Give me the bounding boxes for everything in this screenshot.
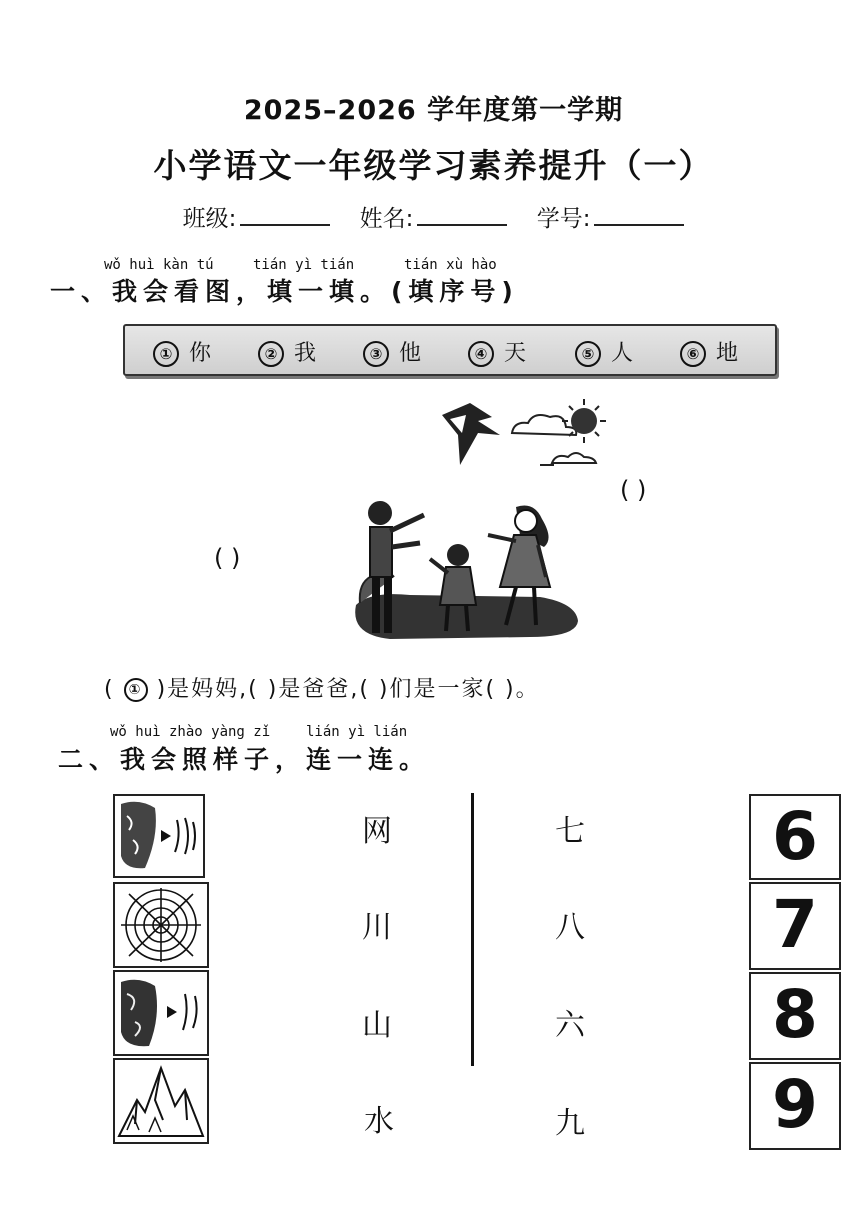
number-6: 6 [772,798,818,875]
small-cloud-icon [540,453,596,465]
sun-icon [562,399,606,443]
year-line: 2025–2026 学年度第一学期 [243,95,624,126]
id-label: 学号: [536,206,591,232]
right-char-1[interactable]: 七 [555,814,585,849]
pinyin-3: tián xù hào [404,257,497,273]
family-illustration [350,495,582,645]
left-char-2[interactable]: 川 [362,910,392,945]
number-box-3[interactable] [749,972,841,1060]
fill-in-sentence: ( ① )是妈妈,( )是爸爸,( )们是一家( )。 [104,677,540,702]
picture-box-4[interactable] [113,1058,209,1144]
choice-box [123,324,777,376]
choice-2: ② 我 [258,336,316,367]
sky-answer-paren[interactable]: ( ) [620,476,647,504]
picture-box-2[interactable] [113,882,209,968]
water-picture-icon [115,796,203,876]
left-char-1[interactable]: 网 [362,814,392,849]
class-label: 班级: [182,206,237,232]
left-char-3[interactable]: 山 [362,1008,392,1043]
left-char-4[interactable]: 水 [364,1104,394,1139]
name-label: 姓名: [359,206,414,232]
id-field[interactable] [594,206,684,226]
choice-1: ① 你 [153,336,211,367]
number-7: 7 [772,886,818,963]
right-char-3[interactable]: 六 [555,1008,585,1043]
name-field[interactable] [417,206,507,226]
column-divider [471,793,474,1066]
choice-6: ⑥ 地 [680,336,738,367]
number-9: 9 [772,1066,818,1143]
spider-web-icon [115,884,207,966]
example-answer: ① [124,678,148,702]
pinyin-5: lián yì lián [306,724,408,740]
family-answer-paren[interactable]: ( ) [214,544,241,572]
number-box-4[interactable] [749,1062,841,1150]
number-box-1[interactable] [749,794,841,880]
choice-4: ④ 天 [468,336,526,367]
choice-3: ③ 他 [363,336,421,367]
pinyin-1: wǒ huì kàn tú [104,257,214,273]
number-box-2[interactable] [749,882,841,970]
info-line [0,200,867,233]
class-field[interactable] [240,206,330,226]
section2-title: 二、我会照样子，连一连。 [58,745,431,774]
right-char-4[interactable]: 九 [555,1106,585,1141]
mountain-river-picture-icon [115,972,207,1054]
pinyin-4: wǒ huì zhào yàng zǐ [110,724,271,740]
mountain-peaks-icon [115,1060,207,1142]
pinyin-2: tián yì tián [253,257,355,273]
picture-box-1[interactable] [113,794,205,878]
choice-5: ⑤ 人 [575,336,633,367]
page-title: 小学语文一年级学习素养提升（一） [153,146,714,185]
cloud-icon [512,415,576,435]
picture-box-3[interactable] [113,970,209,1056]
bird-icon [442,403,500,465]
right-char-2[interactable]: 八 [555,910,585,945]
section1-title: 一、我会看图，填一填。(填序号) [50,277,519,306]
number-8: 8 [772,976,818,1053]
sky-illustration [430,395,620,475]
